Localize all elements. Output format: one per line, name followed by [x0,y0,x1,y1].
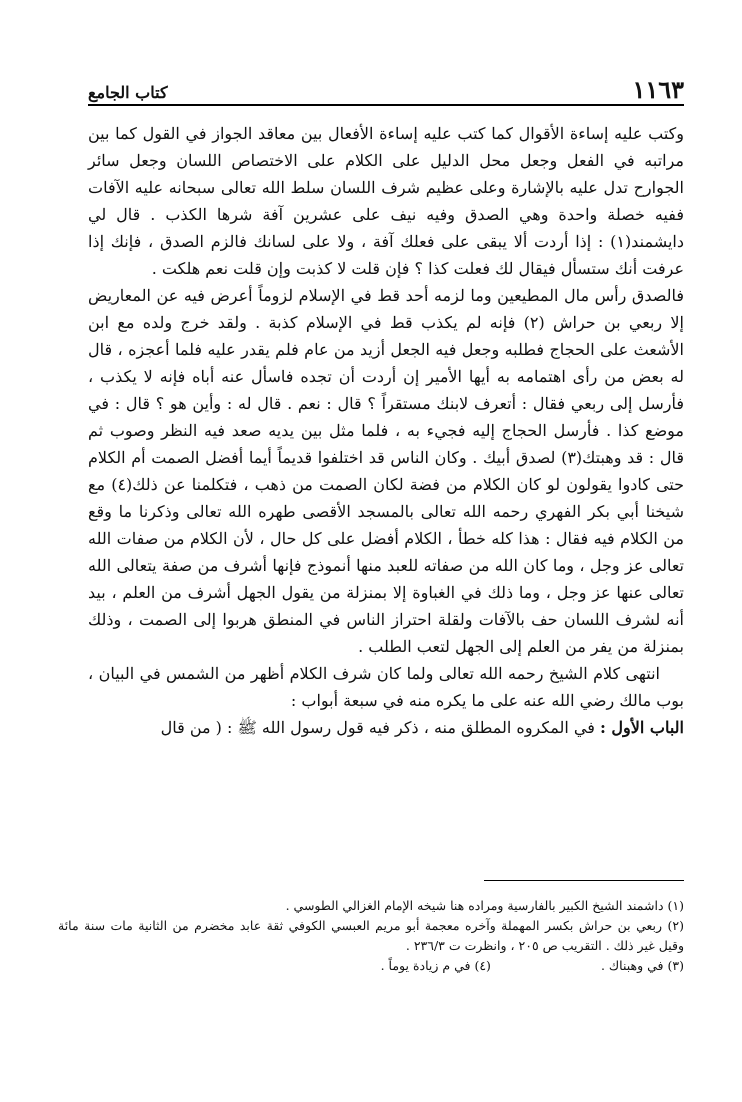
paragraph-3: انتهى كلام الشيخ رحمه الله تعالى ولما كان شرف الكلام أظهر من الشمس في البيان ، بوب مالك رضي الله عنه على ما يكره منه في سبعة أبواب : [88,664,684,710]
header-rule [88,104,684,106]
running-title: كتاب الجامع [88,83,168,102]
footnote-row [58,956,684,976]
footnote-2: (٢) ربعي بن حراش بكسر المهملة وآخره معجمة أبو مريم العبسي الكوفي ثقة عابد مخضرم من الثانية مات سنة مائة وقيل غير ذلك . التقريب ص ٢٠٥ ، وانظرت ت ٢٣٦/٣ . [58,918,684,953]
footnote-4: (٤) في م زيادة يوماً . [380,958,491,973]
chapter-heading: الباب الأول : [599,718,684,737]
main-text [88,120,684,741]
footnote-3: (٣) في وهبناك . [600,958,684,973]
footnotes [58,896,684,976]
page-header [88,74,684,102]
paragraph-2: فالصدق رأس مال المطيعين وما لزمه أحد قط في الإسلام لزوماً أعرض فيه عن المعاريض إلا ربعي بن حراش (٢) فإنه لم يكذب قط في الإسلام كذبة . ولقد خرج ولده مع ابن الأشعث على الحجاج فطلبه وجعل فيه الجعل أزيد من عام فلم يقدر عليه فلما أعجزه ، قال له بعض من رأى اهتمامه به أيها الأمير إن أردت أن تجده فاسأل عنه أباه فإنه لا يكذب ، فأرسل إلى ربعي فقال : أتعرف لابنك مستقراً ؟ قال : نعم . قال له : وأين هو ؟ قال : في موضع كذا . فأرسل الحجاج إليه فجيء به ، فلما مثل بين يديه صعد فيه النظر وصوب ثم قال : قد وهبتك(٣) لصدق أبيك . وكان الناس قد اختلفوا قديماً أيما أفضل الصمت أم الكلام حتى كادوا يقولون لو كان الكلام من فضة لكان الصمت من ذهب ، فتكلمنا عن ذلك(٤) مع شيخنا أبي بكر الفهري رحمه الله تعالى بالمسجد الأقصى طهره الله تعالى وذكرنا ما وقع من الكلام فيه فقال : هذا كله خطأ ، الكلام أفضل على كل حال ، لأن الكلام من صفات الله تعالى عز وجل ، وما كان الله من صفاته للعبد منها أنموذج فإنها أشرف من صفة يتعالى الله تعالى عنها عز وجل ، وما ذلك في الغباوة إلا بمنزلة من يقول الجهل أشرف من العلم ، بيد أنه لشرف اللسان حف بالآفات ولقلة احتراز الناس في المنطق هربوا إلى الصمت ، وذلك بمنزلة من يفر من العلم إلى الجهل لتعب الطلب . [88,286,685,656]
footnote-rule [484,880,684,881]
paragraph-4 [88,714,684,741]
footnote-1: (١) داشمند الشيخ الكبير بالفارسية ومراده هنا شيخه الإمام الغزالي الطوسي . [285,898,684,913]
paragraph-1: وكتب عليه إساءة الأقوال كما كتب عليه إساءة الأفعال بين معاقد الجواز في القول كما بين مراتبه في الفعل وجعل محل الدليل على الكلام على الاختصاص اللسان وجعل سائر الجوارح تدل عليه بالإشارة وعلى عظيم شرف اللسان سلط الله تعالى سبحانه عليه الآفات ففيه خصلة واحدة وهي الصدق وفيه نيف على عشرين آفة شرها الكذب . قال لي دايشمند(١) : إذا أردت ألا يبقى على فعلك آفة ، ولا على لسانك فالزم الصدق ، فإنك إذا عرفت أنك ستسأل فيقال لك فعلت كذا ؟ فإن قلت لا كذبت وإن قلت نعم هلكت . [88,124,684,278]
chapter-text: في المكروه المطلق منه ، ذكر فيه قول رسول الله ﷺ : ( من قال [160,718,600,737]
page-number: ١١٦٣ [632,75,684,104]
